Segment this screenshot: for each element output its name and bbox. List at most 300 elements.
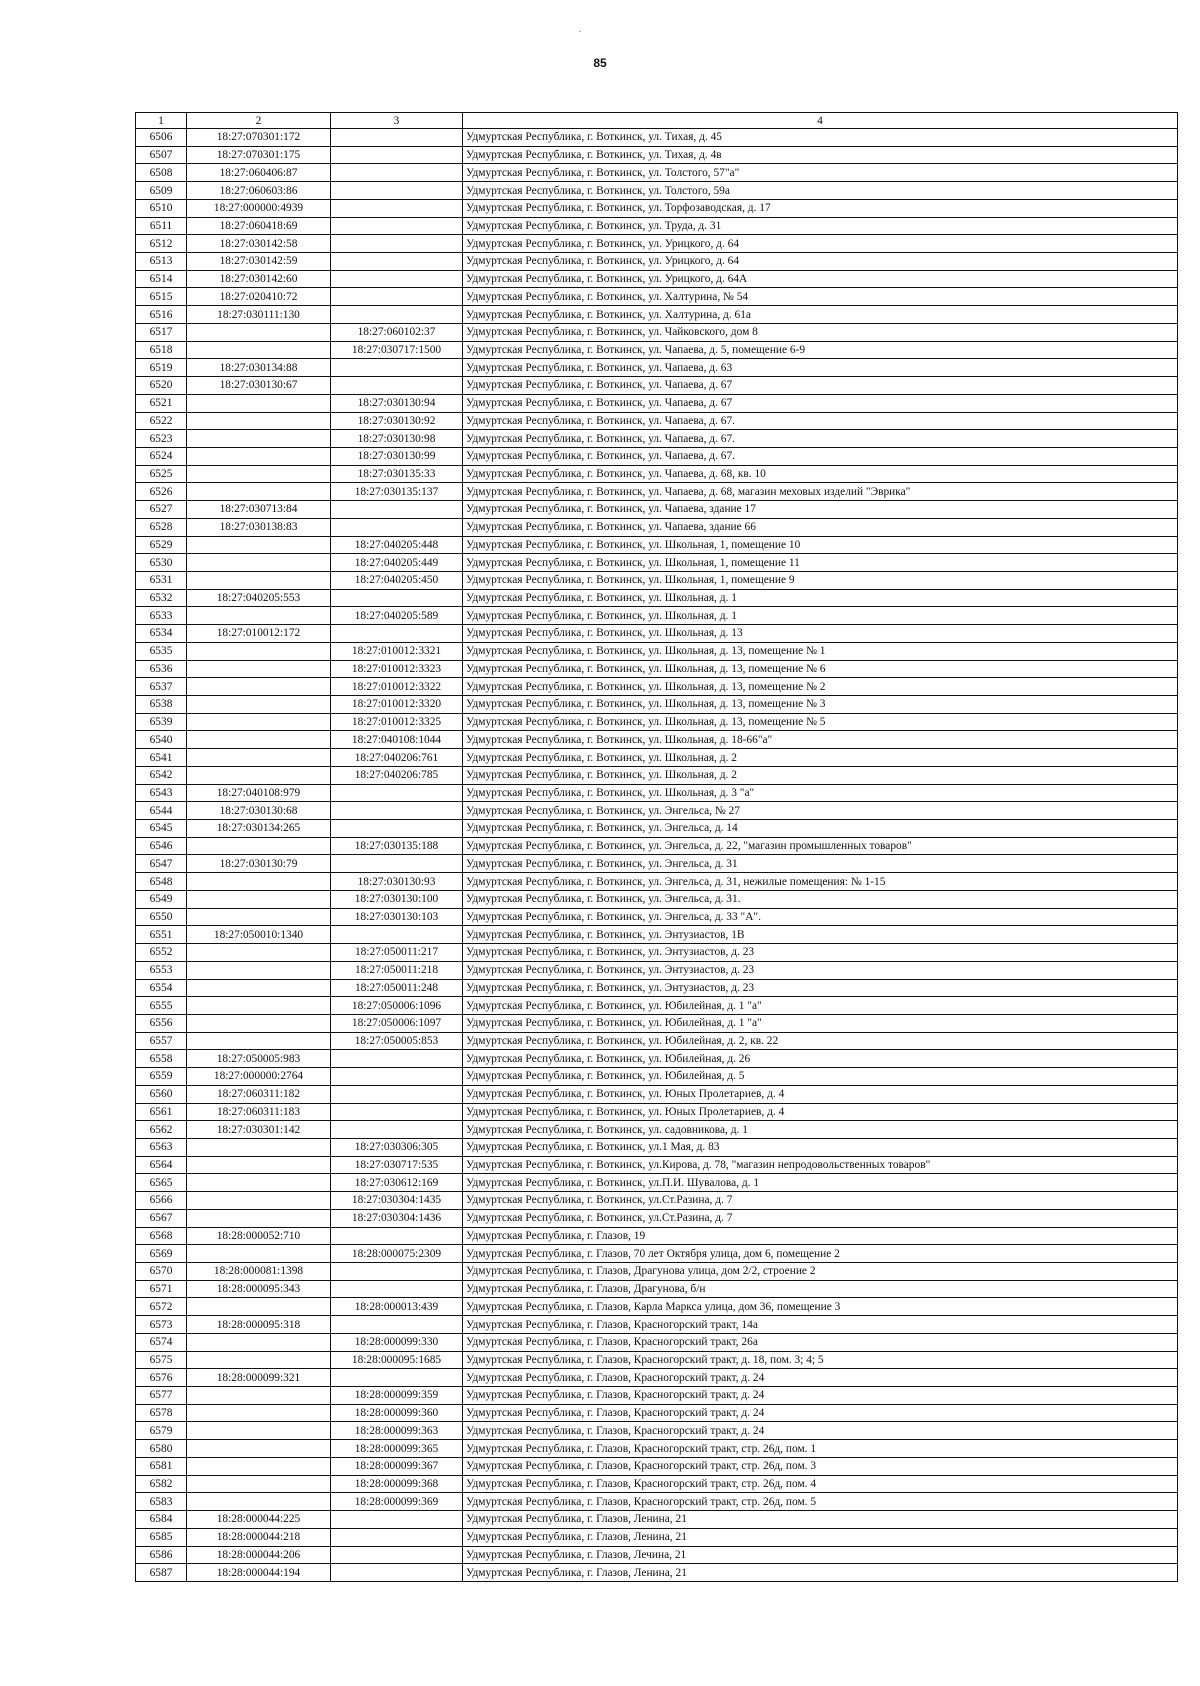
table-row bbox=[136, 1121, 1178, 1139]
building-cadastral-cell bbox=[187, 1333, 331, 1351]
building-cadastral-cell bbox=[187, 1475, 331, 1493]
row-number-cell: 6574 bbox=[136, 1333, 187, 1351]
address-cell: Удмуртская Республика, г. Воткинск, ул. Школьная, 1, помещение 9 bbox=[463, 571, 1178, 589]
premises-cadastral-cell bbox=[331, 820, 463, 838]
address-cell: Удмуртская Республика, г. Воткинск, ул. Чапаева, д. 67 bbox=[463, 377, 1178, 395]
building-cadastral-cell bbox=[187, 1174, 331, 1192]
address-cell: Удмуртская Республика, г. Воткинск, ул. Юных Пролетариев, д. 4 bbox=[463, 1103, 1178, 1121]
address-cell: Удмуртская Республика, г. Воткинск, ул. Труда, д. 31 bbox=[463, 217, 1178, 235]
property-registry-table bbox=[135, 112, 1178, 1582]
row-number-cell: 6549 bbox=[136, 890, 187, 908]
table-row bbox=[136, 1014, 1178, 1032]
address-cell: Удмуртская Республика, г. Воткинск, ул. Школьная, 1, помещение 10 bbox=[463, 536, 1178, 554]
building-cadastral-cell bbox=[187, 1493, 331, 1511]
row-number-cell: 6530 bbox=[136, 554, 187, 572]
building-cadastral-cell bbox=[187, 890, 331, 908]
address-cell: Удмуртская Республика, г. Глазов, Красногорский тракт, д. 18, пом. 3; 4; 5 bbox=[463, 1351, 1178, 1369]
address-cell: Удмуртская Республика, г. Воткинск, ул. Юбилейная, д. 5 bbox=[463, 1068, 1178, 1086]
premises-cadastral-cell bbox=[331, 164, 463, 182]
row-number-cell: 6506 bbox=[136, 129, 187, 147]
building-cadastral-cell: 18:27:050005:983 bbox=[187, 1050, 331, 1068]
premises-cadastral-cell: 18:27:040108:1044 bbox=[331, 731, 463, 749]
row-number-cell: 6527 bbox=[136, 501, 187, 519]
table-row bbox=[136, 501, 1178, 519]
table-row bbox=[136, 412, 1178, 430]
premises-cadastral-cell bbox=[331, 199, 463, 217]
table-row bbox=[136, 536, 1178, 554]
row-number-cell: 6558 bbox=[136, 1050, 187, 1068]
row-number-cell: 6556 bbox=[136, 1014, 187, 1032]
row-number-cell: 6509 bbox=[136, 182, 187, 200]
table-row bbox=[136, 253, 1178, 271]
premises-cadastral-cell: 18:27:040206:785 bbox=[331, 766, 463, 784]
building-cadastral-cell bbox=[187, 837, 331, 855]
premises-cadastral-cell: 18:27:030135:33 bbox=[331, 465, 463, 483]
building-cadastral-cell: 18:27:020410:72 bbox=[187, 288, 331, 306]
table-row bbox=[136, 1440, 1178, 1458]
row-number-cell: 6539 bbox=[136, 713, 187, 731]
building-cadastral-cell: 18:27:030138:83 bbox=[187, 518, 331, 536]
premises-cadastral-cell bbox=[331, 1528, 463, 1546]
row-number-cell: 6543 bbox=[136, 784, 187, 802]
building-cadastral-cell bbox=[187, 979, 331, 997]
address-cell: Удмуртская Республика, г. Воткинск, ул. Чапаева, д. 68, магазин меховых изделий "Эврика" bbox=[463, 483, 1178, 501]
address-cell: Удмуртская Республика, г. Глазов, Красногорский тракт, стр. 26д, пом. 3 bbox=[463, 1457, 1178, 1475]
building-cadastral-cell bbox=[187, 1156, 331, 1174]
address-cell: Удмуртская Республика, г. Воткинск, ул. Халтурина, № 54 bbox=[463, 288, 1178, 306]
address-cell: Удмуртская Республика, г. Воткинск, ул. Торфозаводская, д. 17 bbox=[463, 199, 1178, 217]
premises-cadastral-cell: 18:27:030717:535 bbox=[331, 1156, 463, 1174]
premises-cadastral-cell: 18:27:040205:449 bbox=[331, 554, 463, 572]
row-number-cell: 6507 bbox=[136, 146, 187, 164]
row-number-cell: 6581 bbox=[136, 1457, 187, 1475]
address-cell: Удмуртская Республика, г. Глазов, 19 bbox=[463, 1227, 1178, 1245]
address-cell: Удмуртская Республика, г. Глазов, Красногорский тракт, д. 24 bbox=[463, 1422, 1178, 1440]
building-cadastral-cell bbox=[187, 1404, 331, 1422]
building-cadastral-cell: 18:27:030134:265 bbox=[187, 820, 331, 838]
table-row bbox=[136, 802, 1178, 820]
table-row bbox=[136, 430, 1178, 448]
row-number-cell: 6531 bbox=[136, 571, 187, 589]
table-row bbox=[136, 713, 1178, 731]
row-number-cell: 6518 bbox=[136, 341, 187, 359]
building-cadastral-cell bbox=[187, 412, 331, 430]
table-row bbox=[136, 855, 1178, 873]
column-header-2: 2 bbox=[187, 113, 331, 129]
row-number-cell: 6553 bbox=[136, 961, 187, 979]
building-cadastral-cell: 18:27:030130:68 bbox=[187, 802, 331, 820]
building-cadastral-cell: 18:28:000081:1398 bbox=[187, 1263, 331, 1281]
address-cell: Удмуртская Республика, г. Глазов, Ленина, 21 bbox=[463, 1528, 1178, 1546]
address-cell: Удмуртская Республика, г. Воткинск, ул. Школьная, д. 1 bbox=[463, 589, 1178, 607]
table-row bbox=[136, 1085, 1178, 1103]
address-cell: Удмуртская Республика, г. Воткинск, ул. Юбилейная, д. 2, кв. 22 bbox=[463, 1032, 1178, 1050]
building-cadastral-cell: 18:28:000095:318 bbox=[187, 1316, 331, 1334]
address-cell: Удмуртская Республика, г. Воткинск, ул. Тихая, д. 4в bbox=[463, 146, 1178, 164]
row-number-cell: 6562 bbox=[136, 1121, 187, 1139]
premises-cadastral-cell: 18:27:040206:761 bbox=[331, 749, 463, 767]
row-number-cell: 6535 bbox=[136, 642, 187, 660]
address-cell: Удмуртская Республика, г. Воткинск, ул. садовникова, д. 1 bbox=[463, 1121, 1178, 1139]
table-row bbox=[136, 589, 1178, 607]
row-number-cell: 6566 bbox=[136, 1192, 187, 1210]
row-number-cell: 6559 bbox=[136, 1068, 187, 1086]
building-cadastral-cell: 18:27:030130:79 bbox=[187, 855, 331, 873]
row-number-cell: 6565 bbox=[136, 1174, 187, 1192]
building-cadastral-cell: 18:27:030111:130 bbox=[187, 306, 331, 324]
table-row bbox=[136, 1280, 1178, 1298]
row-number-cell: 6587 bbox=[136, 1564, 187, 1582]
premises-cadastral-cell bbox=[331, 235, 463, 253]
premises-cadastral-cell: 18:27:050005:853 bbox=[331, 1032, 463, 1050]
row-number-cell: 6512 bbox=[136, 235, 187, 253]
row-number-cell: 6526 bbox=[136, 483, 187, 501]
address-cell: Удмуртская Республика, г. Воткинск, ул. Чапаева, д. 68, кв. 10 bbox=[463, 465, 1178, 483]
row-number-cell: 6560 bbox=[136, 1085, 187, 1103]
address-cell: Удмуртская Республика, г. Воткинск, ул. Школьная, д. 13, помещение № 6 bbox=[463, 660, 1178, 678]
row-number-cell: 6544 bbox=[136, 802, 187, 820]
row-number-cell: 6510 bbox=[136, 199, 187, 217]
table-row bbox=[136, 979, 1178, 997]
premises-cadastral-cell: 18:27:050011:248 bbox=[331, 979, 463, 997]
premises-cadastral-cell bbox=[331, 1068, 463, 1086]
address-cell: Удмуртская Республика, г. Воткинск, ул. Школьная, д. 3 "а" bbox=[463, 784, 1178, 802]
premises-cadastral-cell bbox=[331, 1263, 463, 1281]
premises-cadastral-cell: 18:28:000013:439 bbox=[331, 1298, 463, 1316]
premises-cadastral-cell: 18:28:000099:365 bbox=[331, 1440, 463, 1458]
premises-cadastral-cell: 18:28:000099:367 bbox=[331, 1457, 463, 1475]
row-number-cell: 6523 bbox=[136, 430, 187, 448]
table-row bbox=[136, 1493, 1178, 1511]
building-cadastral-cell bbox=[187, 642, 331, 660]
building-cadastral-cell bbox=[187, 1422, 331, 1440]
table-row bbox=[136, 731, 1178, 749]
building-cadastral-cell bbox=[187, 1440, 331, 1458]
building-cadastral-cell: 18:27:000000:4939 bbox=[187, 199, 331, 217]
premises-cadastral-cell: 18:27:030135:137 bbox=[331, 483, 463, 501]
table-row bbox=[136, 749, 1178, 767]
premises-cadastral-cell: 18:28:000099:359 bbox=[331, 1387, 463, 1405]
row-number-cell: 6579 bbox=[136, 1422, 187, 1440]
building-cadastral-cell: 18:27:030713:84 bbox=[187, 501, 331, 519]
premises-cadastral-cell bbox=[331, 129, 463, 147]
building-cadastral-cell bbox=[187, 696, 331, 714]
table-row bbox=[136, 784, 1178, 802]
premises-cadastral-cell: 18:27:030130:93 bbox=[331, 873, 463, 891]
table-row bbox=[136, 288, 1178, 306]
address-cell: Удмуртская Республика, г. Воткинск, ул. Тихая, д. 45 bbox=[463, 129, 1178, 147]
table-row bbox=[136, 518, 1178, 536]
table-row bbox=[136, 696, 1178, 714]
table-row bbox=[136, 1369, 1178, 1387]
address-cell: Удмуртская Республика, г. Глазов, Красногорский тракт, 14а bbox=[463, 1316, 1178, 1334]
premises-cadastral-cell bbox=[331, 625, 463, 643]
row-number-cell: 6520 bbox=[136, 377, 187, 395]
address-cell: Удмуртская Республика, г. Воткинск, ул. Чапаева, д. 67. bbox=[463, 447, 1178, 465]
building-cadastral-cell: 18:27:030134:88 bbox=[187, 359, 331, 377]
address-cell: Удмуртская Республика, г. Воткинск, ул.Ст.Разина, д. 7 bbox=[463, 1209, 1178, 1227]
address-cell: Удмуртская Республика, г. Воткинск, ул. Школьная, 1, помещение 11 bbox=[463, 554, 1178, 572]
building-cadastral-cell bbox=[187, 678, 331, 696]
premises-cadastral-cell bbox=[331, 306, 463, 324]
row-number-cell: 6524 bbox=[136, 447, 187, 465]
table-row bbox=[136, 890, 1178, 908]
premises-cadastral-cell bbox=[331, 926, 463, 944]
table-row bbox=[136, 1457, 1178, 1475]
building-cadastral-cell bbox=[187, 873, 331, 891]
premises-cadastral-cell: 18:28:000075:2309 bbox=[331, 1245, 463, 1263]
premises-cadastral-cell bbox=[331, 1369, 463, 1387]
row-number-cell: 6513 bbox=[136, 253, 187, 271]
row-number-cell: 6517 bbox=[136, 323, 187, 341]
address-cell: Удмуртская Республика, г. Воткинск, ул. Урицкого, д. 64 bbox=[463, 253, 1178, 271]
building-cadastral-cell bbox=[187, 749, 331, 767]
table-row bbox=[136, 908, 1178, 926]
table-row bbox=[136, 359, 1178, 377]
table-row bbox=[136, 129, 1178, 147]
address-cell: Удмуртская Республика, г. Воткинск, ул. Школьная, д. 13, помещение № 5 bbox=[463, 713, 1178, 731]
building-cadastral-cell bbox=[187, 1245, 331, 1263]
building-cadastral-cell bbox=[187, 554, 331, 572]
premises-cadastral-cell bbox=[331, 217, 463, 235]
table-row bbox=[136, 1174, 1178, 1192]
table-row bbox=[136, 820, 1178, 838]
table-row bbox=[136, 678, 1178, 696]
address-cell: Удмуртская Республика, г. Воткинск, ул. Энгельса, № 27 bbox=[463, 802, 1178, 820]
table-row bbox=[136, 1316, 1178, 1334]
address-cell: Удмуртская Республика, г. Воткинск, ул. Чапаева, д. 67. bbox=[463, 430, 1178, 448]
address-cell: Удмуртская Республика, г. Воткинск, ул. Юбилейная, д. 26 bbox=[463, 1050, 1178, 1068]
row-number-cell: 6570 bbox=[136, 1263, 187, 1281]
address-cell: Удмуртская Республика, г. Воткинск, ул. Школьная, д. 13, помещение № 1 bbox=[463, 642, 1178, 660]
table-row bbox=[136, 341, 1178, 359]
table-row bbox=[136, 1333, 1178, 1351]
building-cadastral-cell bbox=[187, 766, 331, 784]
table-row bbox=[136, 1298, 1178, 1316]
premises-cadastral-cell: 18:27:040205:589 bbox=[331, 607, 463, 625]
address-cell: Удмуртская Республика, г. Воткинск, ул. Чапаева, д. 67 bbox=[463, 394, 1178, 412]
row-number-cell: 6532 bbox=[136, 589, 187, 607]
building-cadastral-cell: 18:27:030142:58 bbox=[187, 235, 331, 253]
address-cell: Удмуртская Республика, г. Воткинск, ул. Энтузиастов, 1В bbox=[463, 926, 1178, 944]
premises-cadastral-cell bbox=[331, 518, 463, 536]
premises-cadastral-cell bbox=[331, 182, 463, 200]
premises-cadastral-cell: 18:27:050006:1096 bbox=[331, 997, 463, 1015]
table-row bbox=[136, 1564, 1178, 1582]
table-row bbox=[136, 571, 1178, 589]
building-cadastral-cell bbox=[187, 465, 331, 483]
row-number-cell: 6567 bbox=[136, 1209, 187, 1227]
building-cadastral-cell: 18:27:040205:553 bbox=[187, 589, 331, 607]
address-cell: Удмуртская Республика, г. Глазов, Красногорский тракт, д. 24 bbox=[463, 1369, 1178, 1387]
premises-cadastral-cell: 18:27:030130:99 bbox=[331, 447, 463, 465]
row-number-cell: 6529 bbox=[136, 536, 187, 554]
premises-cadastral-cell: 18:27:030306:305 bbox=[331, 1138, 463, 1156]
address-cell: Удмуртская Республика, г. Глазов, Красногорский тракт, д. 24 bbox=[463, 1404, 1178, 1422]
address-cell: Удмуртская Республика, г. Воткинск, ул. Энтузиастов, д. 23 bbox=[463, 979, 1178, 997]
row-number-cell: 6568 bbox=[136, 1227, 187, 1245]
building-cadastral-cell bbox=[187, 323, 331, 341]
premises-cadastral-cell: 18:28:000099:369 bbox=[331, 1493, 463, 1511]
address-cell: Удмуртская Республика, г. Глазов, Лечина, 21 bbox=[463, 1546, 1178, 1564]
row-number-cell: 6548 bbox=[136, 873, 187, 891]
building-cadastral-cell: 18:28:000044:225 bbox=[187, 1511, 331, 1529]
address-cell: Удмуртская Республика, г. Воткинск, ул. Школьная, д. 18-66"а" bbox=[463, 731, 1178, 749]
premises-cadastral-cell bbox=[331, 1227, 463, 1245]
building-cadastral-cell: 18:28:000052:710 bbox=[187, 1227, 331, 1245]
table-row bbox=[136, 1404, 1178, 1422]
table-row bbox=[136, 1227, 1178, 1245]
table-row bbox=[136, 554, 1178, 572]
building-cadastral-cell: 18:27:030142:59 bbox=[187, 253, 331, 271]
address-cell: Удмуртская Республика, г. Воткинск, ул. Юбилейная, д. 1 "а" bbox=[463, 997, 1178, 1015]
building-cadastral-cell: 18:27:030142:60 bbox=[187, 270, 331, 288]
building-cadastral-cell bbox=[187, 997, 331, 1015]
premises-cadastral-cell bbox=[331, 288, 463, 306]
building-cadastral-cell bbox=[187, 607, 331, 625]
address-cell: Удмуртская Республика, г. Глазов, Ленина, 21 bbox=[463, 1511, 1178, 1529]
table-row bbox=[136, 1546, 1178, 1564]
table-row bbox=[136, 377, 1178, 395]
row-number-cell: 6554 bbox=[136, 979, 187, 997]
row-number-cell: 6538 bbox=[136, 696, 187, 714]
building-cadastral-cell bbox=[187, 731, 331, 749]
row-number-cell: 6537 bbox=[136, 678, 187, 696]
row-number-cell: 6551 bbox=[136, 926, 187, 944]
table-row bbox=[136, 1068, 1178, 1086]
table-row bbox=[136, 1192, 1178, 1210]
table-row bbox=[136, 660, 1178, 678]
building-cadastral-cell bbox=[187, 536, 331, 554]
premises-cadastral-cell: 18:27:030130:103 bbox=[331, 908, 463, 926]
column-header-3: 3 bbox=[331, 113, 463, 129]
row-number-cell: 6550 bbox=[136, 908, 187, 926]
row-number-cell: 6577 bbox=[136, 1387, 187, 1405]
premises-cadastral-cell: 18:27:010012:3325 bbox=[331, 713, 463, 731]
premises-cadastral-cell: 18:27:050006:1097 bbox=[331, 1014, 463, 1032]
address-cell: Удмуртская Республика, г. Глазов, Ленина, 21 bbox=[463, 1564, 1178, 1582]
row-number-cell: 6508 bbox=[136, 164, 187, 182]
row-number-cell: 6511 bbox=[136, 217, 187, 235]
row-number-cell: 6571 bbox=[136, 1280, 187, 1298]
premises-cadastral-cell bbox=[331, 359, 463, 377]
row-number-cell: 6572 bbox=[136, 1298, 187, 1316]
building-cadastral-cell: 18:27:030301:142 bbox=[187, 1121, 331, 1139]
building-cadastral-cell bbox=[187, 430, 331, 448]
row-number-cell: 6541 bbox=[136, 749, 187, 767]
premises-cadastral-cell: 18:27:030130:94 bbox=[331, 394, 463, 412]
premises-cadastral-cell bbox=[331, 1050, 463, 1068]
premises-cadastral-cell: 18:27:030304:1436 bbox=[331, 1209, 463, 1227]
building-cadastral-cell bbox=[187, 660, 331, 678]
table-row bbox=[136, 607, 1178, 625]
premises-cadastral-cell: 18:27:010012:3321 bbox=[331, 642, 463, 660]
building-cadastral-cell: 18:27:040108:979 bbox=[187, 784, 331, 802]
address-cell: Удмуртская Республика, г. Глазов, Красногорский тракт, 26а bbox=[463, 1333, 1178, 1351]
building-cadastral-cell: 18:27:060311:183 bbox=[187, 1103, 331, 1121]
address-cell: Удмуртская Республика, г. Глазов, Драгунова улица, дом 2/2, строение 2 bbox=[463, 1263, 1178, 1281]
table-row bbox=[136, 1528, 1178, 1546]
table-row bbox=[136, 1032, 1178, 1050]
address-cell: Удмуртская Республика, г. Воткинск, ул. Чайковского, дом 8 bbox=[463, 323, 1178, 341]
column-header-1: 1 bbox=[136, 113, 187, 129]
premises-cadastral-cell bbox=[331, 784, 463, 802]
table-row bbox=[136, 270, 1178, 288]
address-cell: Удмуртская Республика, г. Глазов, 70 лет Октября улица, дом 6, помещение 2 bbox=[463, 1245, 1178, 1263]
page-number: 85 bbox=[593, 56, 607, 70]
row-number-cell: 6575 bbox=[136, 1351, 187, 1369]
premises-cadastral-cell bbox=[331, 146, 463, 164]
address-cell: Удмуртская Республика, г. Глазов, Красногорский тракт, стр. 26д, пом. 1 bbox=[463, 1440, 1178, 1458]
premises-cadastral-cell: 18:28:000099:363 bbox=[331, 1422, 463, 1440]
table-row bbox=[136, 961, 1178, 979]
header-row bbox=[136, 113, 1178, 129]
table-row bbox=[136, 182, 1178, 200]
premises-cadastral-cell bbox=[331, 1280, 463, 1298]
address-cell: Удмуртская Республика, г. Воткинск, ул. Энгельса, д. 31, нежилые помещения: № 1-15 bbox=[463, 873, 1178, 891]
building-cadastral-cell bbox=[187, 1192, 331, 1210]
address-cell: Удмуртская Республика, г. Воткинск, ул. Энтузиастов, д. 23 bbox=[463, 944, 1178, 962]
premises-cadastral-cell bbox=[331, 802, 463, 820]
address-cell: Удмуртская Республика, г. Воткинск, ул. Чапаева, здание 66 bbox=[463, 518, 1178, 536]
premises-cadastral-cell bbox=[331, 1564, 463, 1582]
address-cell: Удмуртская Республика, г. Воткинск, ул. Школьная, д. 2 bbox=[463, 749, 1178, 767]
row-number-cell: 6583 bbox=[136, 1493, 187, 1511]
address-cell: Удмуртская Республика, г. Воткинск, ул. Юных Пролетариев, д. 4 bbox=[463, 1085, 1178, 1103]
address-cell: Удмуртская Республика, г. Воткинск, ул. Школьная, д. 1 bbox=[463, 607, 1178, 625]
row-number-cell: 6542 bbox=[136, 766, 187, 784]
table-row bbox=[136, 1050, 1178, 1068]
premises-cadastral-cell: 18:28:000099:330 bbox=[331, 1333, 463, 1351]
address-cell: Удмуртская Республика, г. Воткинск, ул. Энгельса, д. 14 bbox=[463, 820, 1178, 838]
table-row bbox=[136, 394, 1178, 412]
building-cadastral-cell bbox=[187, 908, 331, 926]
table-row bbox=[136, 837, 1178, 855]
row-number-cell: 6546 bbox=[136, 837, 187, 855]
building-cadastral-cell bbox=[187, 1138, 331, 1156]
address-cell: Удмуртская Республика, г. Воткинск, ул. Школьная, д. 13, помещение № 2 bbox=[463, 678, 1178, 696]
address-cell: Удмуртская Республика, г. Воткинск, ул. Школьная, д. 2 bbox=[463, 766, 1178, 784]
address-cell: Удмуртская Республика, г. Глазов, Красногорский тракт, стр. 26д, пом. 4 bbox=[463, 1475, 1178, 1493]
row-number-cell: 6525 bbox=[136, 465, 187, 483]
premises-cadastral-cell: 18:27:040205:448 bbox=[331, 536, 463, 554]
table-row bbox=[136, 1351, 1178, 1369]
premises-cadastral-cell: 18:28:000099:368 bbox=[331, 1475, 463, 1493]
table-row bbox=[136, 926, 1178, 944]
row-number-cell: 6580 bbox=[136, 1440, 187, 1458]
row-number-cell: 6519 bbox=[136, 359, 187, 377]
row-number-cell: 6585 bbox=[136, 1528, 187, 1546]
table-row bbox=[136, 217, 1178, 235]
building-cadastral-cell: 18:27:060418:69 bbox=[187, 217, 331, 235]
address-cell: Удмуртская Республика, г. Воткинск, ул. Толстого, 57"а" bbox=[463, 164, 1178, 182]
building-cadastral-cell bbox=[187, 713, 331, 731]
premises-cadastral-cell: 18:27:030130:98 bbox=[331, 430, 463, 448]
building-cadastral-cell bbox=[187, 1014, 331, 1032]
row-number-cell: 6514 bbox=[136, 270, 187, 288]
building-cadastral-cell: 18:28:000044:218 bbox=[187, 1528, 331, 1546]
premises-cadastral-cell: 18:27:030304:1435 bbox=[331, 1192, 463, 1210]
premises-cadastral-cell bbox=[331, 1121, 463, 1139]
row-number-cell: 6522 bbox=[136, 412, 187, 430]
building-cadastral-cell bbox=[187, 1298, 331, 1316]
premises-cadastral-cell bbox=[331, 377, 463, 395]
building-cadastral-cell bbox=[187, 1209, 331, 1227]
building-cadastral-cell bbox=[187, 1457, 331, 1475]
address-cell: Удмуртская Республика, г. Воткинск, ул. Халтурина, д. 61а bbox=[463, 306, 1178, 324]
table-row bbox=[136, 1387, 1178, 1405]
premises-cadastral-cell: 18:27:010012:3323 bbox=[331, 660, 463, 678]
